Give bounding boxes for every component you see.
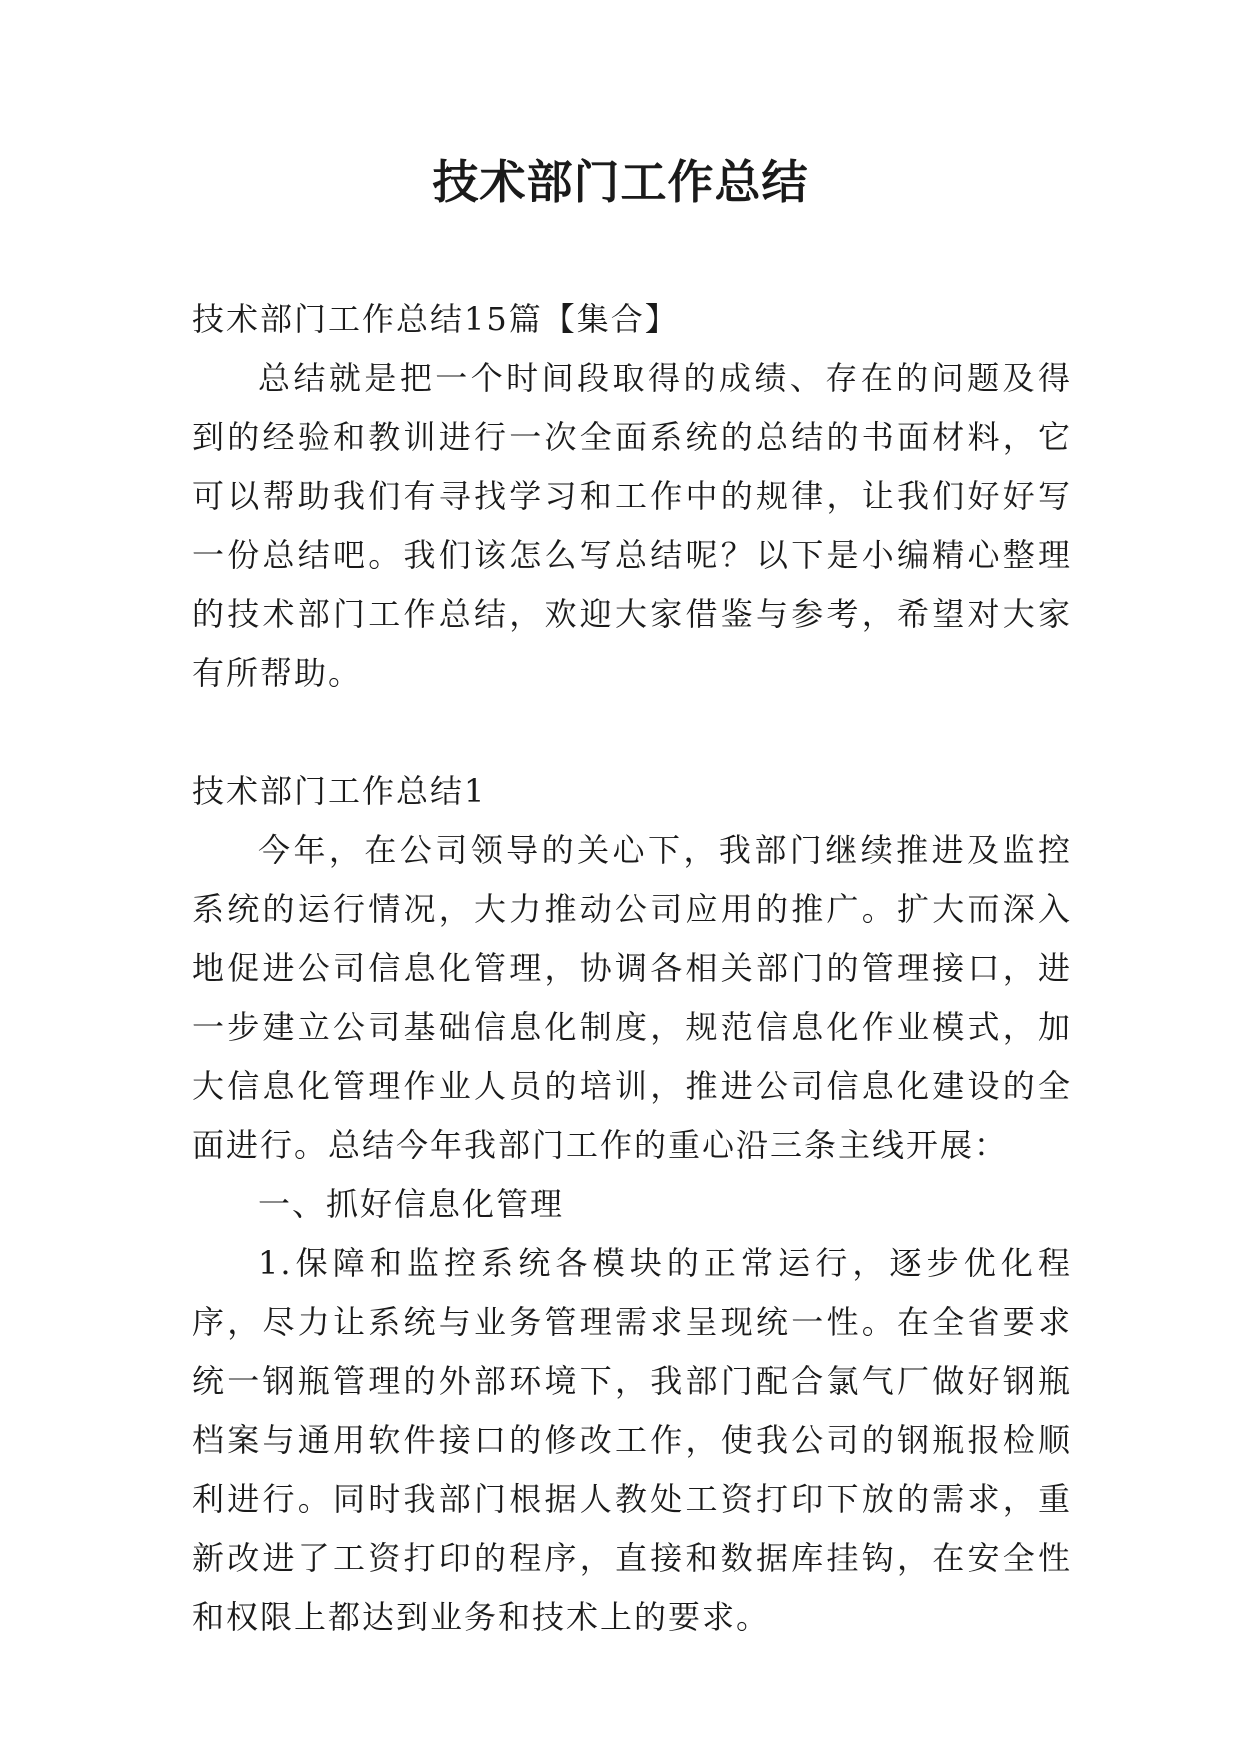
list-heading: 一、抓好信息化管理 (258, 1185, 565, 1223)
section-heading: 技术部门工作总结1 (192, 772, 487, 810)
section-spacer (192, 703, 1072, 762)
document-body (192, 290, 1072, 1647)
intro-paragraph: 总结就是把一个时间段取得的成绩、存在的问题及得到的经验和教训进行一次全面系统的总结的书面材料，它可以帮助我们有寻找学习和工作中的规律，让我们好好写一份总结吧。我们该怎么写总结呢？以下是小编精心整理的技术部门工作总结，欢迎大家借鉴与参考，希望对大家有所帮助。 (192, 359, 1072, 692)
section-paragraph: 今年，在公司领导的关心下，我部门继续推进及监控系统的运行情况，大力推动公司应用的推广。扩大而深入地促进公司信息化管理，协调各相关部门的管理接口，进一步建立公司基础信息化制度，规范信息化作业模式，加大信息化管理作业人员的培训，推进公司信息化建设的全面进行。总结今年我部门工作的重心沿三条主线开展： (192, 831, 1072, 1164)
document-subtitle: 技术部门工作总结15篇【集合】 (192, 300, 679, 338)
list-item-paragraph: 1.保障和监控系统各模块的正常运行，逐步优化程序，尽力让系统与业务管理需求呈现统一性。在全省要求统一钢瓶管理的外部环境下，我部门配合氯气厂做好钢瓶档案与通用软件接口的修改工作，使我公司的钢瓶报检顺利进行。同时我部门根据人教处工资打印下放的需求，重新改进了工资打印的程序，直接和数据库挂钩，在安全性和权限上都达到业务和技术上的要求。 (192, 1244, 1072, 1636)
document-title: 技术部门工作总结 (432, 155, 809, 209)
